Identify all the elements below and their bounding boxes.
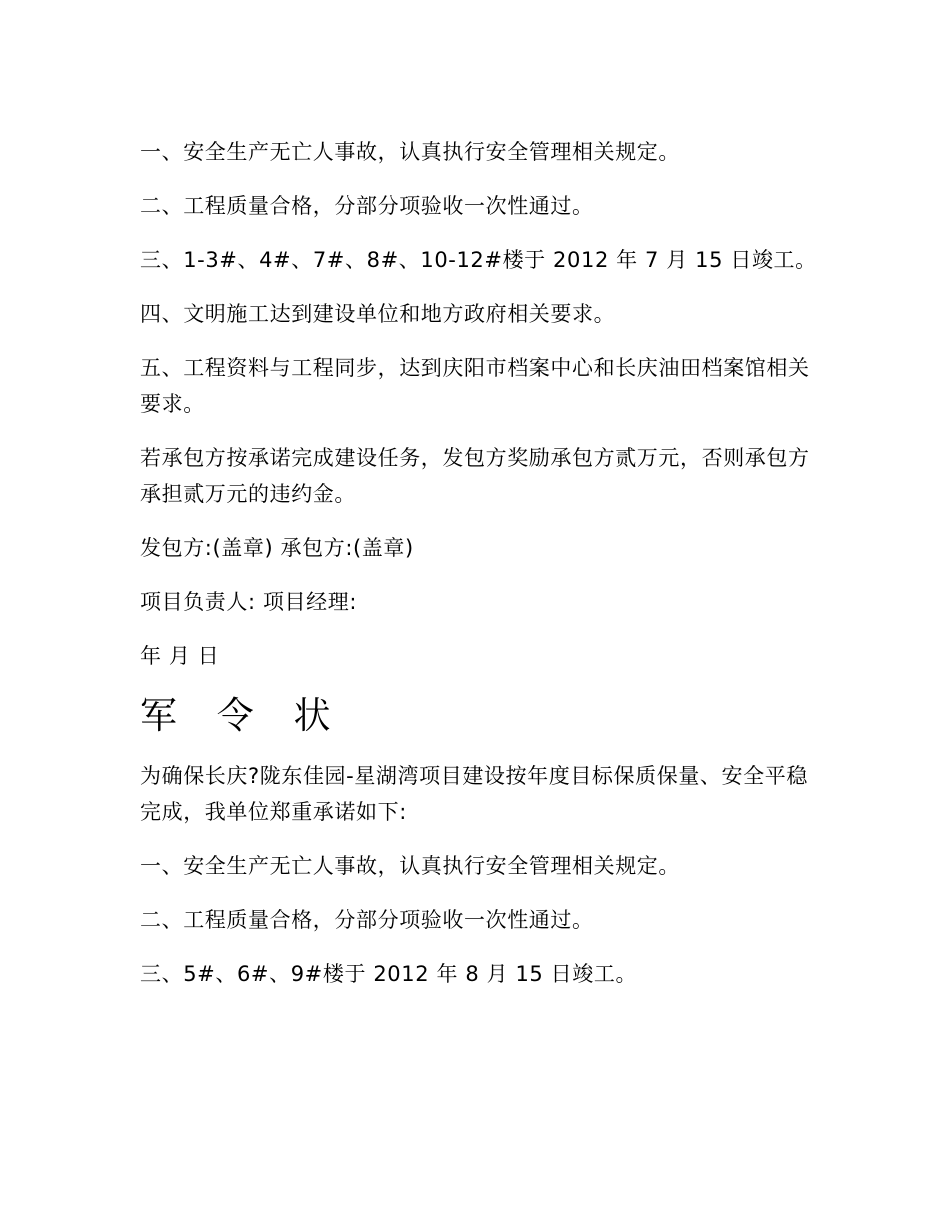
- signatories-line: 项目负责人: 项目经理:: [140, 590, 358, 614]
- commitment-item-3-second: 三、5#、6#、9#楼于 2012 年 8 月 15 日竣工。: [140, 962, 638, 986]
- reward-clause: 若承包方按承诺完成建设任务，发包方奖励承包方贰万元，否则承包方承担贰万元的违约金。: [140, 446, 810, 506]
- commitment-item-5: 五、工程资料与工程同步，达到庆阳市档案中心和长庆油田档案馆相关要求。: [140, 356, 810, 416]
- commitment-item-3: 三、1-3#、4#、7#、8#、10-12#楼于 2012 年 7 月 15 日竣工。: [140, 248, 817, 272]
- commitment-item-2: 二、工程质量合格，分部分项验收一次性通过。: [140, 194, 594, 218]
- commitment-item-2-second: 二、工程质量合格，分部分项验收一次性通过。: [140, 908, 594, 932]
- parties-seal-line: 发包方:(盖章) 承包方:(盖章): [140, 536, 414, 560]
- document-title: 军 令 状: [140, 694, 345, 737]
- intro-paragraph: 为确保长庆?陇东佳园-星湖湾项目建设按年度目标保质保量、安全平稳完成，我单位郑重承诺如下:: [140, 764, 808, 824]
- date-line: 年 月 日: [140, 644, 220, 668]
- commitment-item-1: 一、安全生产无亡人事故，认真执行安全管理相关规定。: [140, 140, 680, 164]
- commitment-item-1-second: 一、安全生产无亡人事故，认真执行安全管理相关规定。: [140, 854, 680, 878]
- commitment-item-4: 四、文明施工达到建设单位和地方政府相关要求。: [140, 302, 616, 326]
- document-content: [140, 134, 820, 1010]
